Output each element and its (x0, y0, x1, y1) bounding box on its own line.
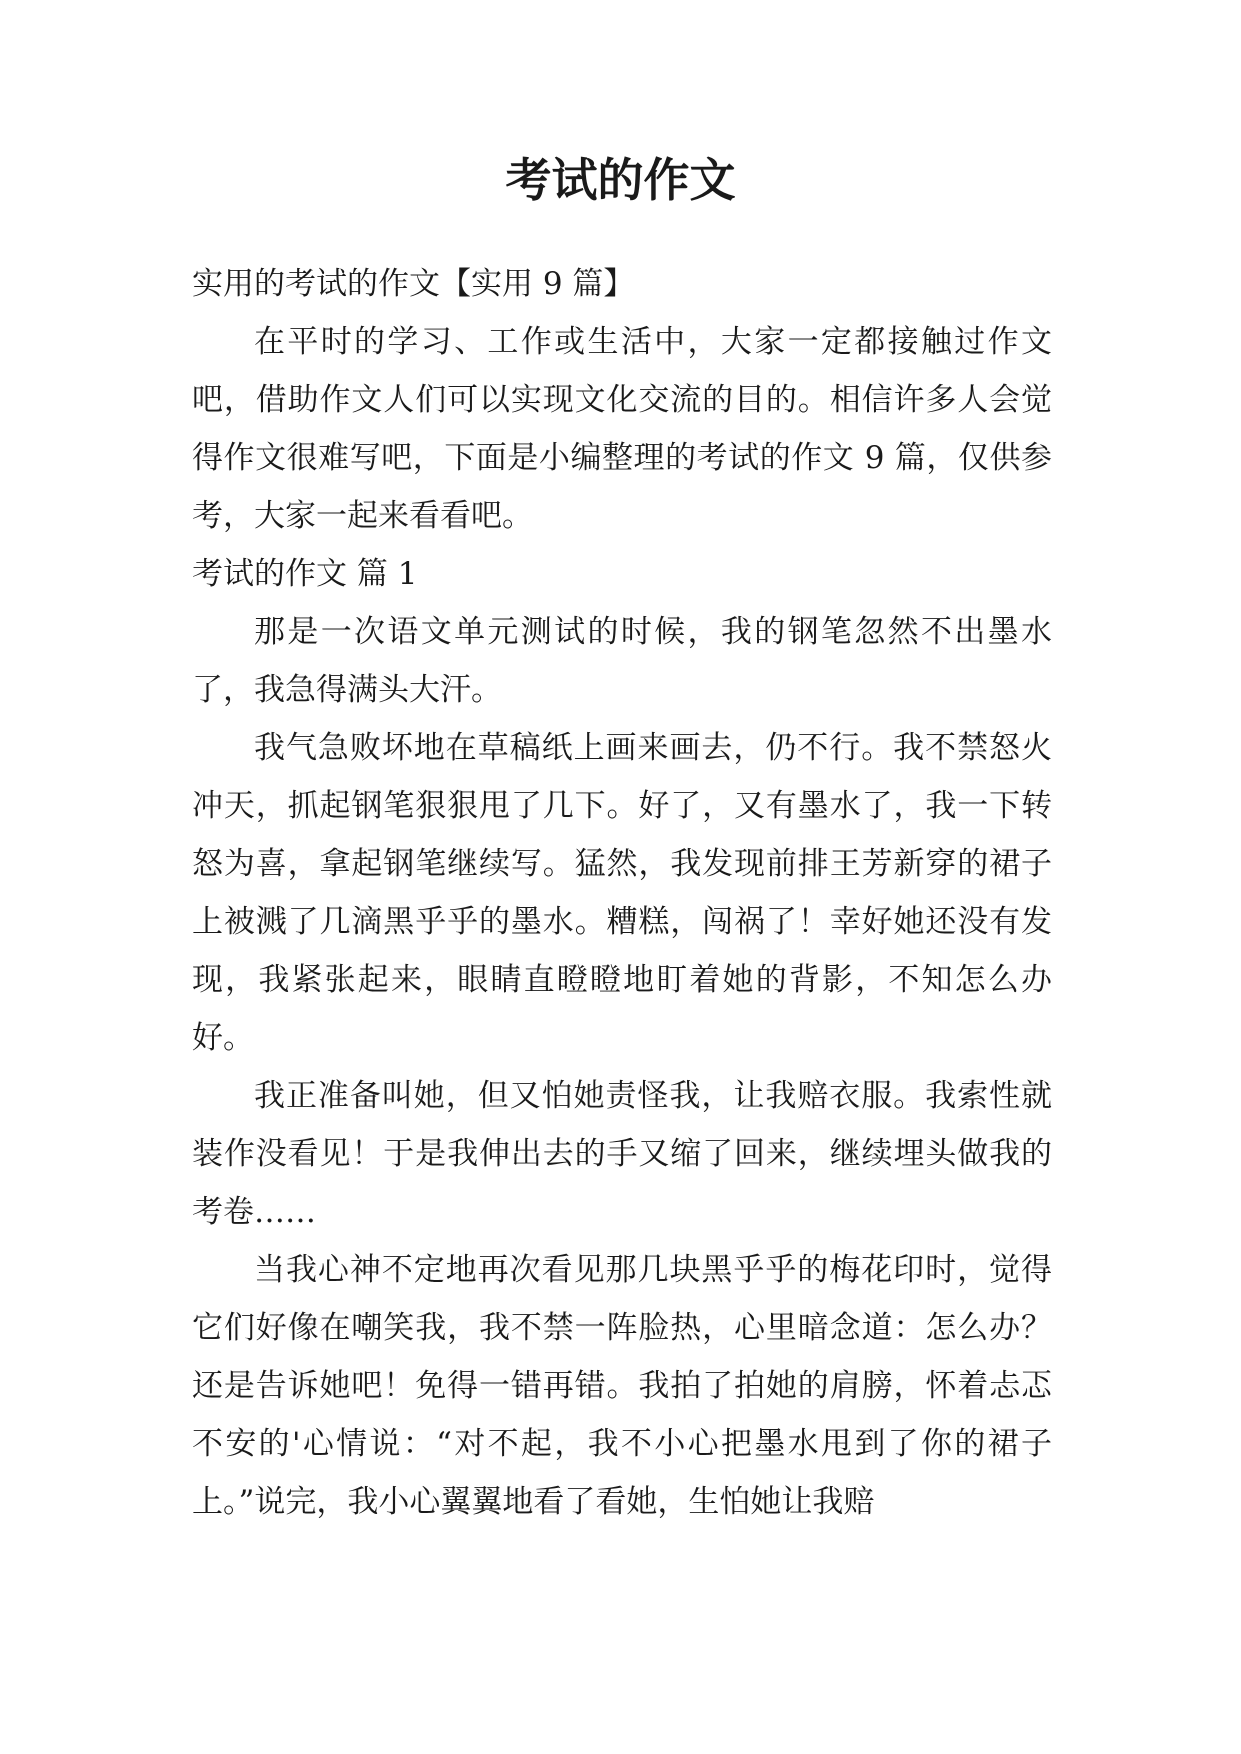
document-subtitle: 实用的考试的作文【实用 9 篇】 (192, 266, 635, 302)
intro-paragraph: 在平时的学习、工作或生活中，大家一定都接触过作文吧，借助作文人们可以实现文化交流的目的。相信许多人会觉得作文很难写吧，下面是小编整理的考试的作文 9 篇，仅供参考，大家一起来看看吧。 (192, 324, 1052, 534)
body-paragraph: 当我心神不定地再次看见那几块黑乎乎的梅花印时，觉得它们好像在嘲笑我，我不禁一阵脸热，心里暗念道：怎么办？还是告诉她吧！免得一错再错。我拍了拍她的肩膀，怀着忐忑不安的'心情说：“对不起，我不小心把墨水甩到了你的裙子上。”说完，我小心翼翼地看了看她，生怕她让我赔 (192, 1252, 1052, 1520)
body-paragraph: 我气急败坏地在草稿纸上画来画去，仍不行。我不禁怒火冲天，抓起钢笔狠狠甩了几下。好了，又有墨水了，我一下转怒为喜，拿起钢笔继续写。猛然，我发现前排王芳新穿的裙子上被溅了几滴黑乎乎的墨水。糟糕，闯祸了！幸好她还没有发现，我紧张起来，眼睛直瞪瞪地盯着她的背影，不知怎么办好。 (192, 730, 1052, 1056)
body-paragraph: 我正准备叫她，但又怕她责怪我，让我赔衣服。我索性就装作没看见！于是我伸出去的手又缩了回来，继续埋头做我的考卷…… (192, 1078, 1052, 1230)
document-title: 考试的作文 (505, 153, 736, 207)
body-paragraph: 那是一次语文单元测试的时候，我的钢笔忽然不出墨水了，我急得满头大汗。 (192, 614, 1052, 708)
document-body (192, 255, 1052, 1531)
section-heading: 考试的作文 篇 1 (192, 556, 418, 592)
